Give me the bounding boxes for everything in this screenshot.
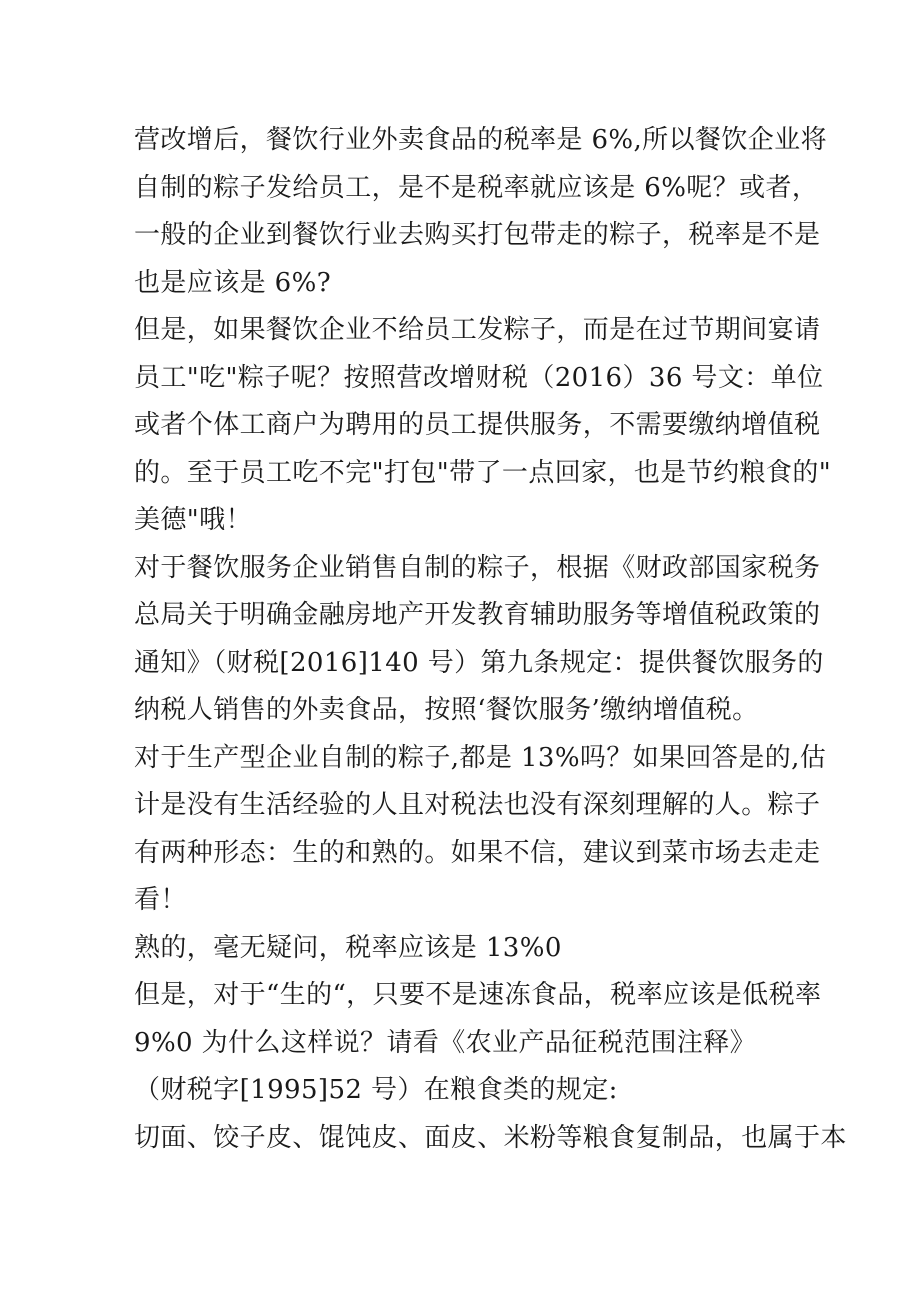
text-line: 切面、饺子皮、馄饨皮、面皮、米粉等粮食复制品，也属于本 [134, 1122, 847, 1153]
text-line: 看！ [134, 885, 187, 915]
text-line: 计是没有生活经验的人且对税法也没有深刻理解的人。粽子 [134, 790, 821, 820]
text-line: 9%0 为什么这样说？请看《农业产品征税范围注释》 [134, 1027, 757, 1058]
text-line: 但是，对于“生的“，只要不是速冻食品，税率应该是低税率 [134, 980, 822, 1010]
text-line: 美德"哦！ [134, 505, 252, 535]
document-body [134, 117, 847, 1162]
text-line: 总局关于明确金融房地产开发教育辅助服务等增值税政策的 [134, 600, 821, 630]
text-line: 营改增后，餐饮行业外卖食品的税率是 6%,所以餐饮企业将 [134, 125, 827, 155]
text-line: 但是，如果餐饮企业不给员工发粽子，而是在过节期间宴请 [134, 315, 821, 345]
text-line: 的。至于员工吃不完"打包"带了一点回家，也是节约粮食的" [134, 457, 832, 488]
text-line: 对于餐饮服务企业销售自制的粽子，根据《财政部国家税务 [134, 552, 821, 583]
text-line: 或者个体工商户为聘用的员工提供服务，不需要缴纳增值税 [134, 410, 821, 440]
text-line: 一般的企业到餐饮行业去购买打包带走的粽子，税率是不是 [134, 220, 821, 250]
text-line: 熟的，毫无疑问，税率应该是 13%0 [134, 932, 562, 963]
text-line: 员工"吃"粽子呢？按照营改增财税（2016）36 号文：单位 [134, 362, 824, 393]
text-line: （财税字[1995]52 号）在粮食类的规定: [134, 1075, 618, 1105]
text-line: 对于生产型企业自制的粽子,都是 13%吗？如果回答是的,估 [134, 742, 827, 773]
text-line: 纳税人销售的外卖食品，按照‘餐饮服务’缴纳增值税。 [134, 695, 759, 725]
text-line: 自制的粽子发给员工，是不是税率就应该是 6%呢？或者， [134, 172, 819, 203]
text-line: 也是应该是 6%? [134, 267, 332, 298]
text-line: 有两种形态：生的和熟的。如果不信，建议到菜市场去走走 [134, 837, 821, 868]
text-line: 通知》（财税[2016]140 号）第九条规定：提供餐饮服务的 [134, 647, 824, 678]
